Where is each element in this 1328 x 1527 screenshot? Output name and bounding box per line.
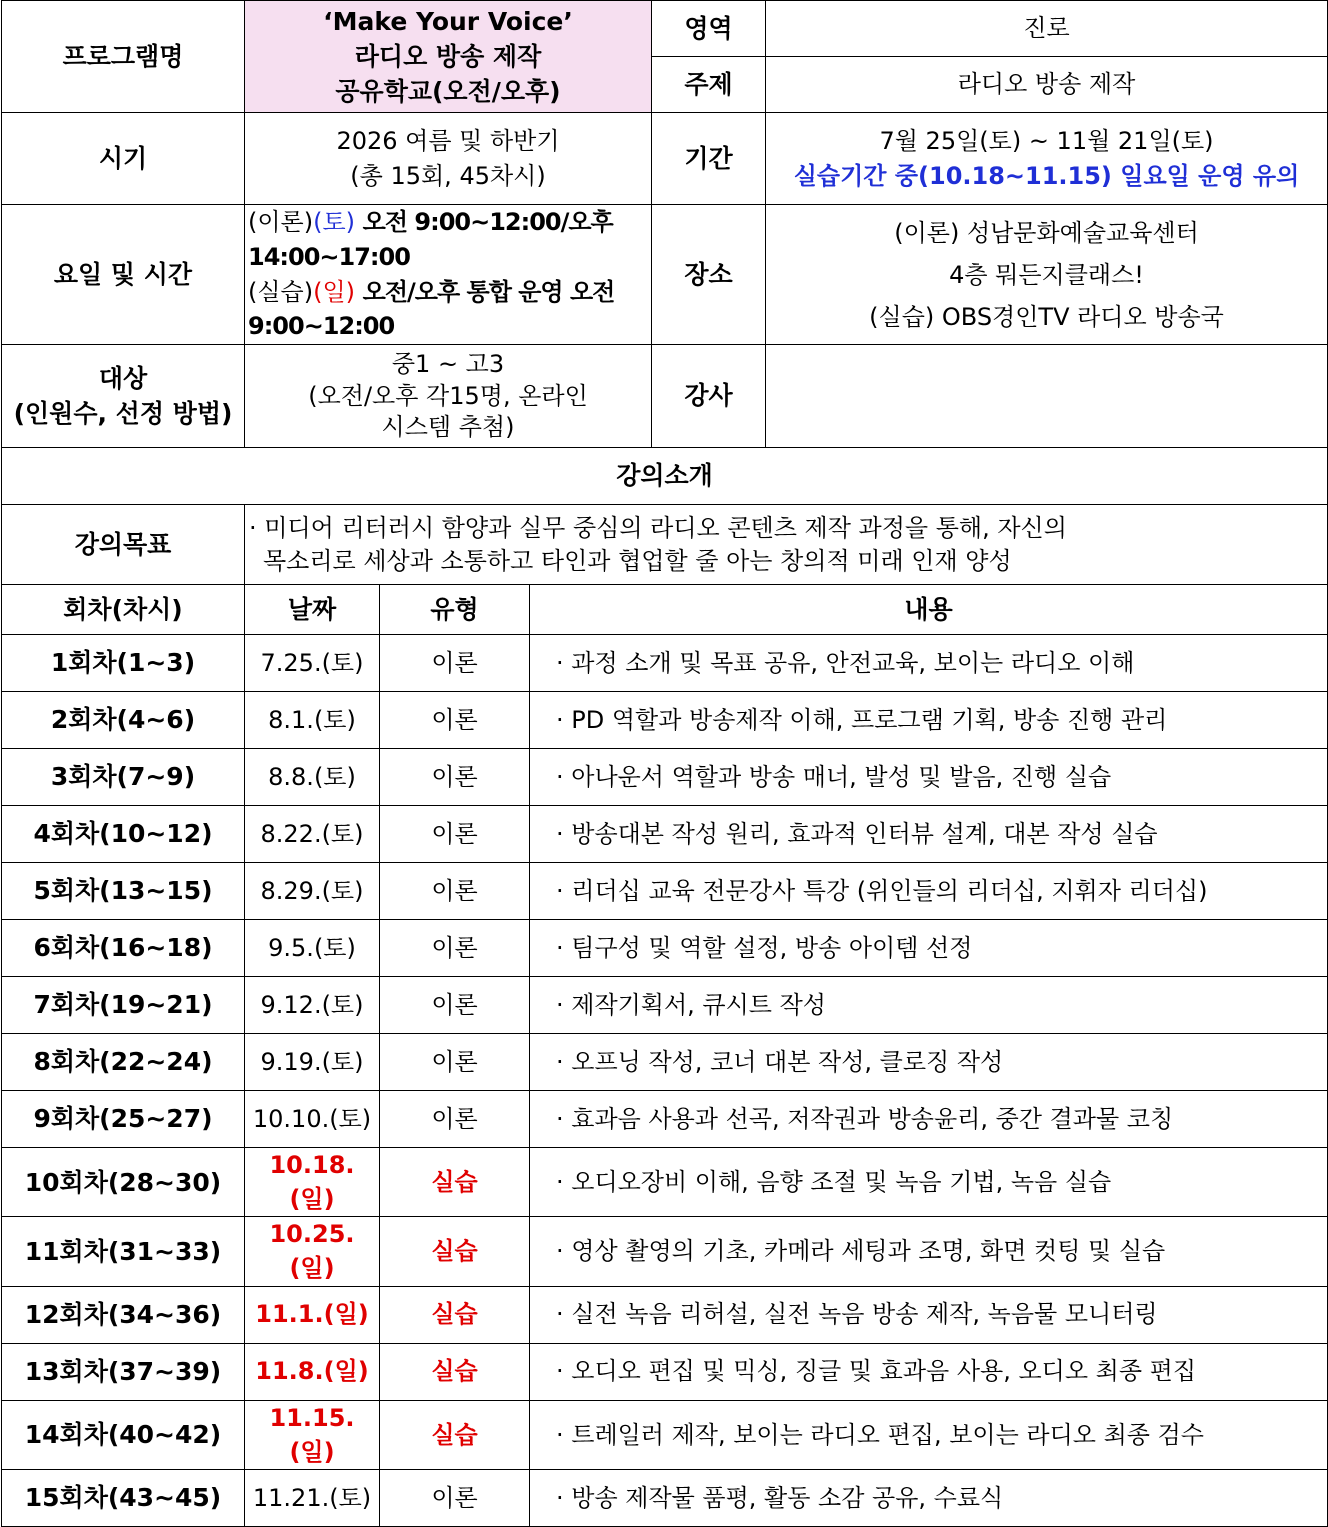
- target-line1: 중1 ~ 고3: [391, 350, 505, 379]
- session-number: 14회차(40~42): [2, 1400, 245, 1469]
- session-content: · 리더십 교육 전문강사 특강 (위인들의 리더십, 지휘자 리더십): [530, 863, 1328, 920]
- session-date: 11.15.(일): [245, 1400, 380, 1469]
- table-row: [2, 749, 1328, 806]
- session-content: · 오디오 편집 및 믹싱, 징글 및 효과음 사용, 오디오 최종 편집: [530, 1343, 1328, 1400]
- session-type: 이론: [380, 1034, 530, 1091]
- program-label: 프로그램명: [2, 1, 245, 113]
- session-date: 8.1.(토): [245, 692, 380, 749]
- session-type: 이론: [380, 692, 530, 749]
- schedule-theory: [248, 205, 648, 275]
- goal-value: [245, 505, 1328, 585]
- schedule-practice-prefix: (실습): [248, 277, 314, 306]
- session-content: · 효과음 사용과 선곡, 저작권과 방송윤리, 중간 결과물 코칭: [530, 1091, 1328, 1148]
- topic-value: 라디오 방송 제작: [766, 57, 1328, 113]
- target-label-line1: 대상: [98, 364, 148, 394]
- session-number: 15회차(43~45): [2, 1469, 245, 1526]
- session-content: · 오프닝 작성, 코너 대본 작성, 클로징 작성: [530, 1034, 1328, 1091]
- table-row: [2, 1034, 1328, 1091]
- session-type: 이론: [380, 1091, 530, 1148]
- schedule-practice-time: 오전/오후 통합 운영 오전 9:00~12:00: [248, 277, 615, 341]
- session-type: 이론: [380, 863, 530, 920]
- program-name-line1: ‘Make Your Voice’: [323, 7, 573, 36]
- table-row: [2, 1217, 1328, 1286]
- session-date: 10.25.(일): [245, 1217, 380, 1286]
- target-label-line2: (인원수, 선정 방법): [13, 399, 233, 429]
- session-type: 이론: [380, 977, 530, 1034]
- topic-label: 주제: [652, 57, 766, 113]
- session-date: 11.8.(일): [245, 1343, 380, 1400]
- session-number: 5회차(13~15): [2, 863, 245, 920]
- session-date: 9.5.(토): [245, 920, 380, 977]
- program-name-line2: 라디오 방송 제작: [354, 42, 542, 71]
- session-number: 3회차(7~9): [2, 749, 245, 806]
- place-line3: (실습) OBS경인TV 라디오 방송국: [869, 302, 1224, 331]
- program-name: [245, 1, 652, 113]
- session-type: 실습: [380, 1217, 530, 1286]
- col-header-type: 유형: [380, 585, 530, 635]
- schedule-practice-day: (일): [313, 277, 356, 306]
- period-line1: 2026 여름 및 하반기: [336, 127, 560, 156]
- duration-note: 실습기간 중(10.18~11.15) 일요일 운영 유의: [793, 161, 1300, 190]
- schedule-theory-prefix: (이론): [248, 208, 314, 236]
- session-content: · 방송대본 작성 원리, 효과적 인터뷰 설계, 대본 작성 실습: [530, 806, 1328, 863]
- session-date: 8.22.(토): [245, 806, 380, 863]
- schedule-value: [245, 205, 652, 345]
- schedule-practice: [248, 275, 648, 345]
- table-row: [2, 920, 1328, 977]
- schedule-label: 요일 및 시간: [2, 205, 245, 345]
- intro-section-title: 강의소개: [2, 448, 1328, 505]
- session-date: 9.12.(토): [245, 977, 380, 1034]
- goal-line1: · 미디어 리터러시 함양과 실무 중심의 라디오 콘텐츠 제작 과정을 통해, 자신의: [249, 513, 1067, 542]
- session-type: 실습: [380, 1400, 530, 1469]
- session-date: 8.29.(토): [245, 863, 380, 920]
- area-label: 영역: [652, 1, 766, 57]
- goal-label: 강의목표: [2, 505, 245, 585]
- goal-line2: 목소리로 세상과 소통하고 타인과 협업할 줄 아는 창의적 미래 인재 양성: [263, 546, 1012, 575]
- session-number: 4회차(10~12): [2, 806, 245, 863]
- session-date: 10.18.(일): [245, 1148, 380, 1217]
- table-row: [2, 692, 1328, 749]
- session-number: 10회차(28~30): [2, 1148, 245, 1217]
- table-row: [2, 1469, 1328, 1526]
- target-label: [2, 345, 245, 448]
- session-date: 11.1.(일): [245, 1286, 380, 1343]
- table-row: [2, 1148, 1328, 1217]
- place-value: [766, 205, 1328, 345]
- table-row: [2, 806, 1328, 863]
- session-type: 이론: [380, 920, 530, 977]
- duration-label: 기간: [652, 113, 766, 205]
- table-row: [2, 1286, 1328, 1343]
- session-content: · 팀구성 및 역할 설정, 방송 아이템 선정: [530, 920, 1328, 977]
- session-content: · 트레일러 제작, 보이는 라디오 편집, 보이는 라디오 최종 검수: [530, 1400, 1328, 1469]
- table-row: [2, 1400, 1328, 1469]
- session-number: 7회차(19~21): [2, 977, 245, 1034]
- session-content: · 아나운서 역할과 방송 매너, 발성 및 발음, 진행 실습: [530, 749, 1328, 806]
- session-content: · 과정 소개 및 목표 공유, 안전교육, 보이는 라디오 이해: [530, 635, 1328, 692]
- session-content: · 영상 촬영의 기초, 카메라 세팅과 조명, 화면 컷팅 및 실습: [530, 1217, 1328, 1286]
- session-number: 8회차(22~24): [2, 1034, 245, 1091]
- schedule-theory-time: 오전 9:00~12:00/오후 14:00~17:00: [248, 208, 613, 271]
- period-line2: (총 15회, 45차시): [350, 161, 546, 190]
- session-number: 9회차(25~27): [2, 1091, 245, 1148]
- session-date: 10.10.(토): [245, 1091, 380, 1148]
- col-header-content: 내용: [530, 585, 1328, 635]
- session-content: · PD 역할과 방송제작 이해, 프로그램 기획, 방송 진행 관리: [530, 692, 1328, 749]
- instructor-value: [766, 345, 1328, 448]
- col-header-date: 날짜: [245, 585, 380, 635]
- session-date: 7.25.(토): [245, 635, 380, 692]
- session-content: · 제작기획서, 큐시트 작성: [530, 977, 1328, 1034]
- duration-line1: 7월 25일(토) ~ 11월 21일(토): [879, 127, 1214, 156]
- session-type: 이론: [380, 806, 530, 863]
- session-type: 실습: [380, 1148, 530, 1217]
- session-date: 8.8.(토): [245, 749, 380, 806]
- session-type: 실습: [380, 1343, 530, 1400]
- target-value: [245, 345, 652, 448]
- schedule-theory-day: (토): [313, 208, 356, 236]
- col-header-session: 회차(차시): [2, 585, 245, 635]
- period-value: [245, 113, 652, 205]
- session-number: 2회차(4~6): [2, 692, 245, 749]
- place-label: 장소: [652, 205, 766, 345]
- session-content: · 방송 제작물 품평, 활동 소감 공유, 수료식: [530, 1469, 1328, 1526]
- target-line3: 시스템 추첨): [381, 412, 515, 441]
- session-type: 실습: [380, 1286, 530, 1343]
- period-label: 시기: [2, 113, 245, 205]
- table-row: [2, 635, 1328, 692]
- program-table: [1, 0, 1328, 1527]
- place-line2: 4층 뭐든지클래스!: [949, 260, 1144, 289]
- instructor-label: 강사: [652, 345, 766, 448]
- session-content: · 실전 녹음 리허설, 실전 녹음 방송 제작, 녹음물 모니터링: [530, 1286, 1328, 1343]
- session-content: · 오디오장비 이해, 음향 조절 및 녹음 기법, 녹음 실습: [530, 1148, 1328, 1217]
- session-number: 11회차(31~33): [2, 1217, 245, 1286]
- duration-value: [766, 113, 1328, 205]
- table-row: [2, 1343, 1328, 1400]
- session-number: 6회차(16~18): [2, 920, 245, 977]
- session-type: 이론: [380, 749, 530, 806]
- table-row: [2, 863, 1328, 920]
- session-number: 12회차(34~36): [2, 1286, 245, 1343]
- area-value: 진로: [766, 1, 1328, 57]
- session-type: 이론: [380, 635, 530, 692]
- target-line2: (오전/오후 각15명, 온라인: [308, 381, 588, 410]
- session-number: 1회차(1~3): [2, 635, 245, 692]
- table-row: [2, 977, 1328, 1034]
- session-date: 11.21.(토): [245, 1469, 380, 1526]
- place-line1: (이론) 성남문화예술교육센터: [894, 218, 1199, 247]
- table-row: [2, 1091, 1328, 1148]
- session-number: 13회차(37~39): [2, 1343, 245, 1400]
- program-name-line3: 공유학교(오전/오후): [335, 77, 561, 106]
- session-date: 9.19.(토): [245, 1034, 380, 1091]
- session-type: 이론: [380, 1469, 530, 1526]
